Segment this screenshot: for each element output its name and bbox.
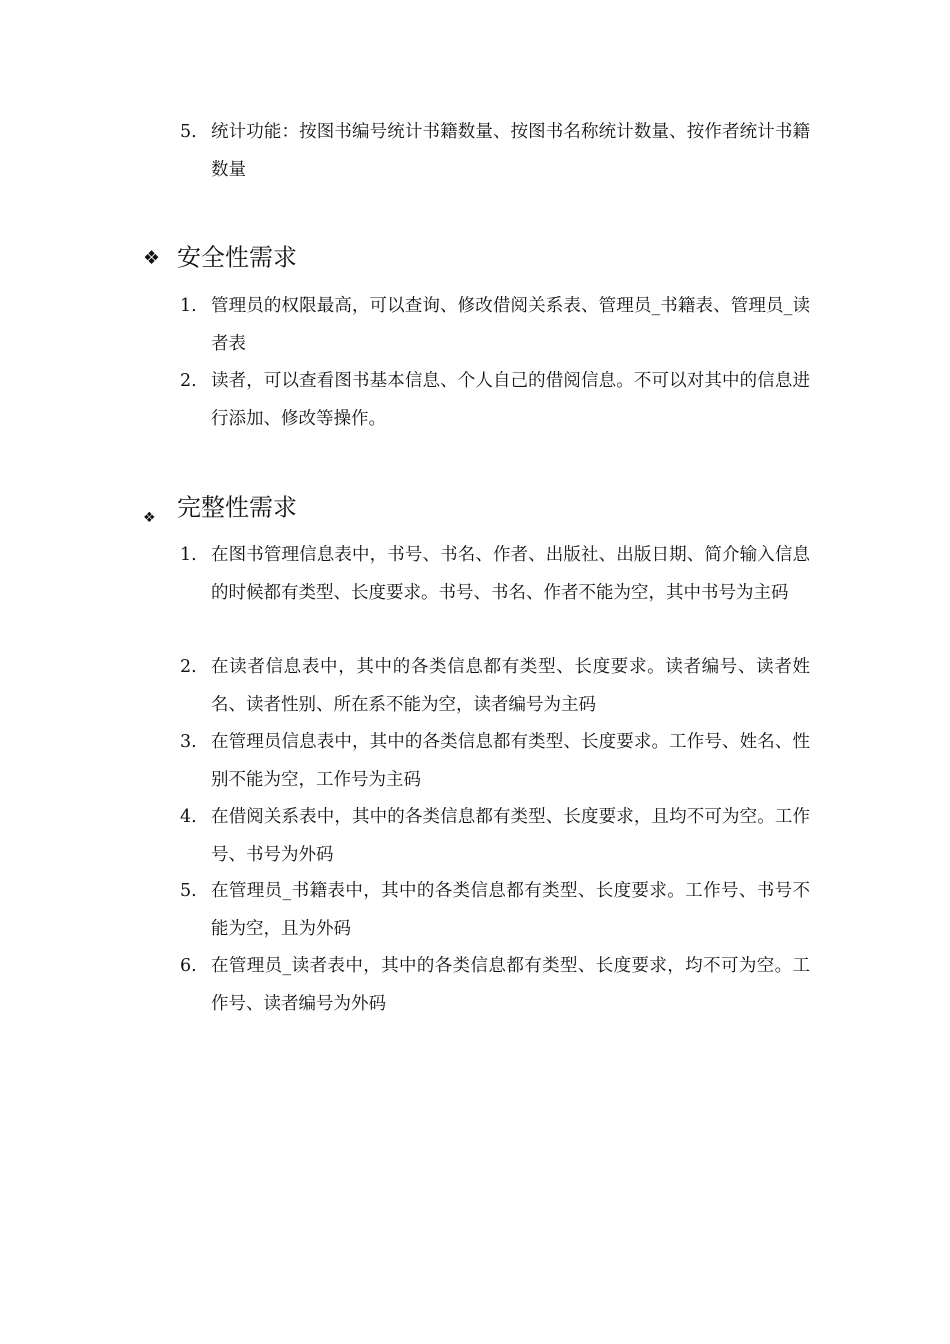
diamond-bullet-icon: ❖ — [143, 246, 161, 269]
list-item-number: 4. — [180, 807, 197, 827]
list-item-number: 5. — [180, 881, 197, 901]
diamond-bullet-icon: ❖ — [143, 510, 156, 526]
list-item-number: 1. — [180, 545, 197, 565]
list-item-text: 统计功能：按图书编号统计书籍数量、按图书名称统计数量、按作者统计书籍数量 — [211, 122, 810, 180]
list-item-number: 6. — [180, 956, 197, 976]
list-item — [180, 288, 810, 363]
list-item-number: 1. — [180, 296, 197, 316]
section-title: 安全性需求 — [177, 243, 297, 272]
list-item-text: 在图书管理信息表中，书号、书名、作者、出版社、出版日期、简介输入信息的时候都有类型、长度要求。书号、书名、作者不能为空，其中书号为主码 — [211, 545, 810, 603]
list-item — [180, 948, 810, 1023]
section-heading-security — [143, 240, 297, 274]
list-item-number: 3. — [180, 732, 197, 752]
list-item — [180, 724, 810, 799]
section-title: 完整性需求 — [177, 493, 297, 522]
list-item-number: 2. — [180, 657, 197, 677]
list-item — [180, 537, 810, 612]
list-item-text: 读者，可以查看图书基本信息、个人自己的借阅信息。不可以对其中的信息进行添加、修改等操作。 — [211, 371, 810, 429]
list-item — [180, 799, 810, 874]
list-item — [180, 649, 810, 724]
list-item-text: 在管理员_读者表中，其中的各类信息都有类型、长度要求，均不可为空。工作号、读者编号为外码 — [211, 956, 810, 1014]
list-item-text: 在借阅关系表中，其中的各类信息都有类型、长度要求，且均不可为空。工作号、书号为外码 — [211, 807, 810, 865]
list-item — [180, 114, 810, 189]
list-item-text: 在管理员信息表中，其中的各类信息都有类型、长度要求。工作号、姓名、性别不能为空，工作号为主码 — [211, 732, 810, 790]
list-item-text: 管理员的权限最高，可以查询、修改借阅关系表、管理员_书籍表、管理员_读者表 — [211, 296, 810, 354]
section-heading-integrity — [143, 490, 297, 534]
list-item-number: 2. — [180, 371, 197, 391]
list-item — [180, 873, 810, 948]
list-item-number: 5. — [180, 122, 197, 142]
list-item-text: 在管理员_书籍表中，其中的各类信息都有类型、长度要求。工作号、书号不能为空，且为外码 — [211, 881, 810, 939]
list-item-text: 在读者信息表中，其中的各类信息都有类型、长度要求。读者编号、读者姓名、读者性别、所在系不能为空，读者编号为主码 — [211, 657, 810, 715]
list-item — [180, 363, 810, 438]
